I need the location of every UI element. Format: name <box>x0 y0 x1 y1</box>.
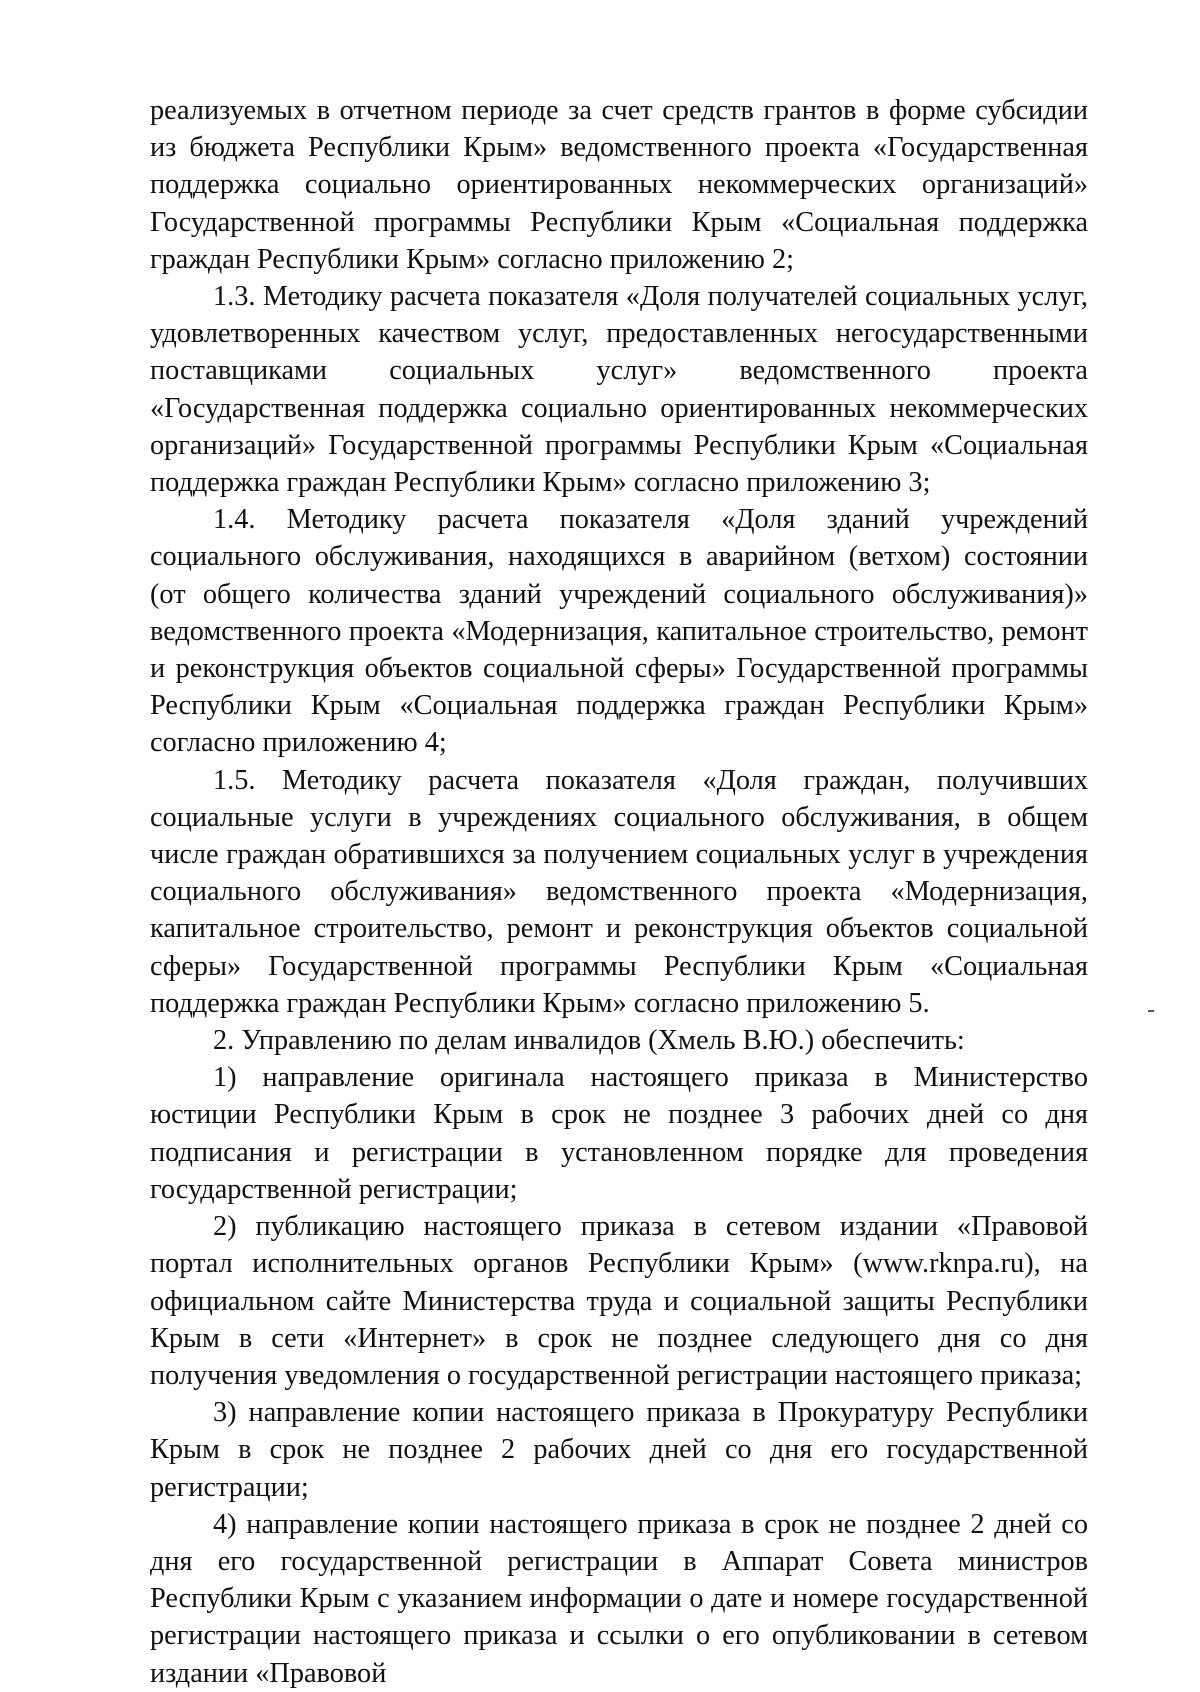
paragraph-1-3: 1.3. Методику расчета показателя «Доля получателей социальных услуг, удовлетворенных качеством услуг, предоставленных негосударственными поставщиками социальных услуг» ведомственного проекта «Государственная поддержка социально ориентированных некоммерческих организаций» Государственной программы Республики Крым «Социальная поддержка граждан Республики Крым» согласно приложению 3; <box>150 281 1088 499</box>
paragraph-2-item-3: 3) направление копии настоящего приказа в Прокуратуру Республики Крым в срок не позднее 2 рабочих дней со дня его государственной регистрации; <box>150 1397 1088 1503</box>
paragraph-1-5: 1.5. Методику расчета показателя «Доля граждан, получивших социальные услуги в учреждениях социального обслуживания, в общем числе граждан обратившихся за получением социальных услуг в учреждения социального обслуживания» ведомственного проекта «Модернизация, капитальное строительство, ремонт и реконструкция объектов социальной сферы» Государственной программы Республики Крым «Социальная поддержка граждан Республики Крым» согласно приложению 5. <box>150 764 1088 1019</box>
paragraph-2-item-2: 2) публикацию настоящего приказа в сетевом издании «Правовой портал исполнительных органов Республики Крым» (www.rknpa.ru), на официальном сайте Министерства труда и социальной защиты Республики Крым в сети «Интернет» в срок не позднее следующего дня со дня получения уведомления о государственной регистрации настоящего приказа; <box>150 1211 1088 1391</box>
paragraph-2-item-1: 1) направление оригинала настоящего приказа в Министерство юстиции Республики Крым в срок не позднее 3 рабочих дней со дня подписания и регистрации в установленном порядке для проведения государственной регистрации; <box>150 1062 1088 1205</box>
paragraph-continuation: реализуемых в отчетном периоде за счет средств грантов в форме субсидии из бюджета Республики Крым» ведомственного проекта «Государственная поддержка социально ориентированных некоммерческих организаций» Государственной программы Республики Крым «Социальная поддержка граждан Республики Крым» согласно приложению 2; <box>150 95 1088 275</box>
document-body <box>150 92 1088 1692</box>
paragraph-1-4: 1.4. Методику расчета показателя «Доля зданий учреждений социального обслуживания, находящихся в аварийном (ветхом) состоянии (от общего количества зданий учреждений социального обслуживания)» ведомственного проекта «Модернизация, капитальное строительство, ремонт и реконструкция объектов социальной сферы» Государственной программы Республики Крым «Социальная поддержка граждан Республики Крым» согласно приложению 4; <box>150 504 1088 759</box>
paragraph-2: 2. Управлению по делам инвалидов (Хмель В.Ю.) обеспечить: <box>213 1025 965 1057</box>
scan-artifact-mark <box>1148 1010 1154 1012</box>
paragraph-2-item-4: 4) направление копии настоящего приказа в срок не позднее 2 дней со дня его государственной регистрации в Аппарат Совета министров Республики Крым с указанием информации о дате и номере государственной регистрации настоящего приказа и ссылки о его опубликовании в сетевом издании «Правовой <box>150 1508 1088 1689</box>
